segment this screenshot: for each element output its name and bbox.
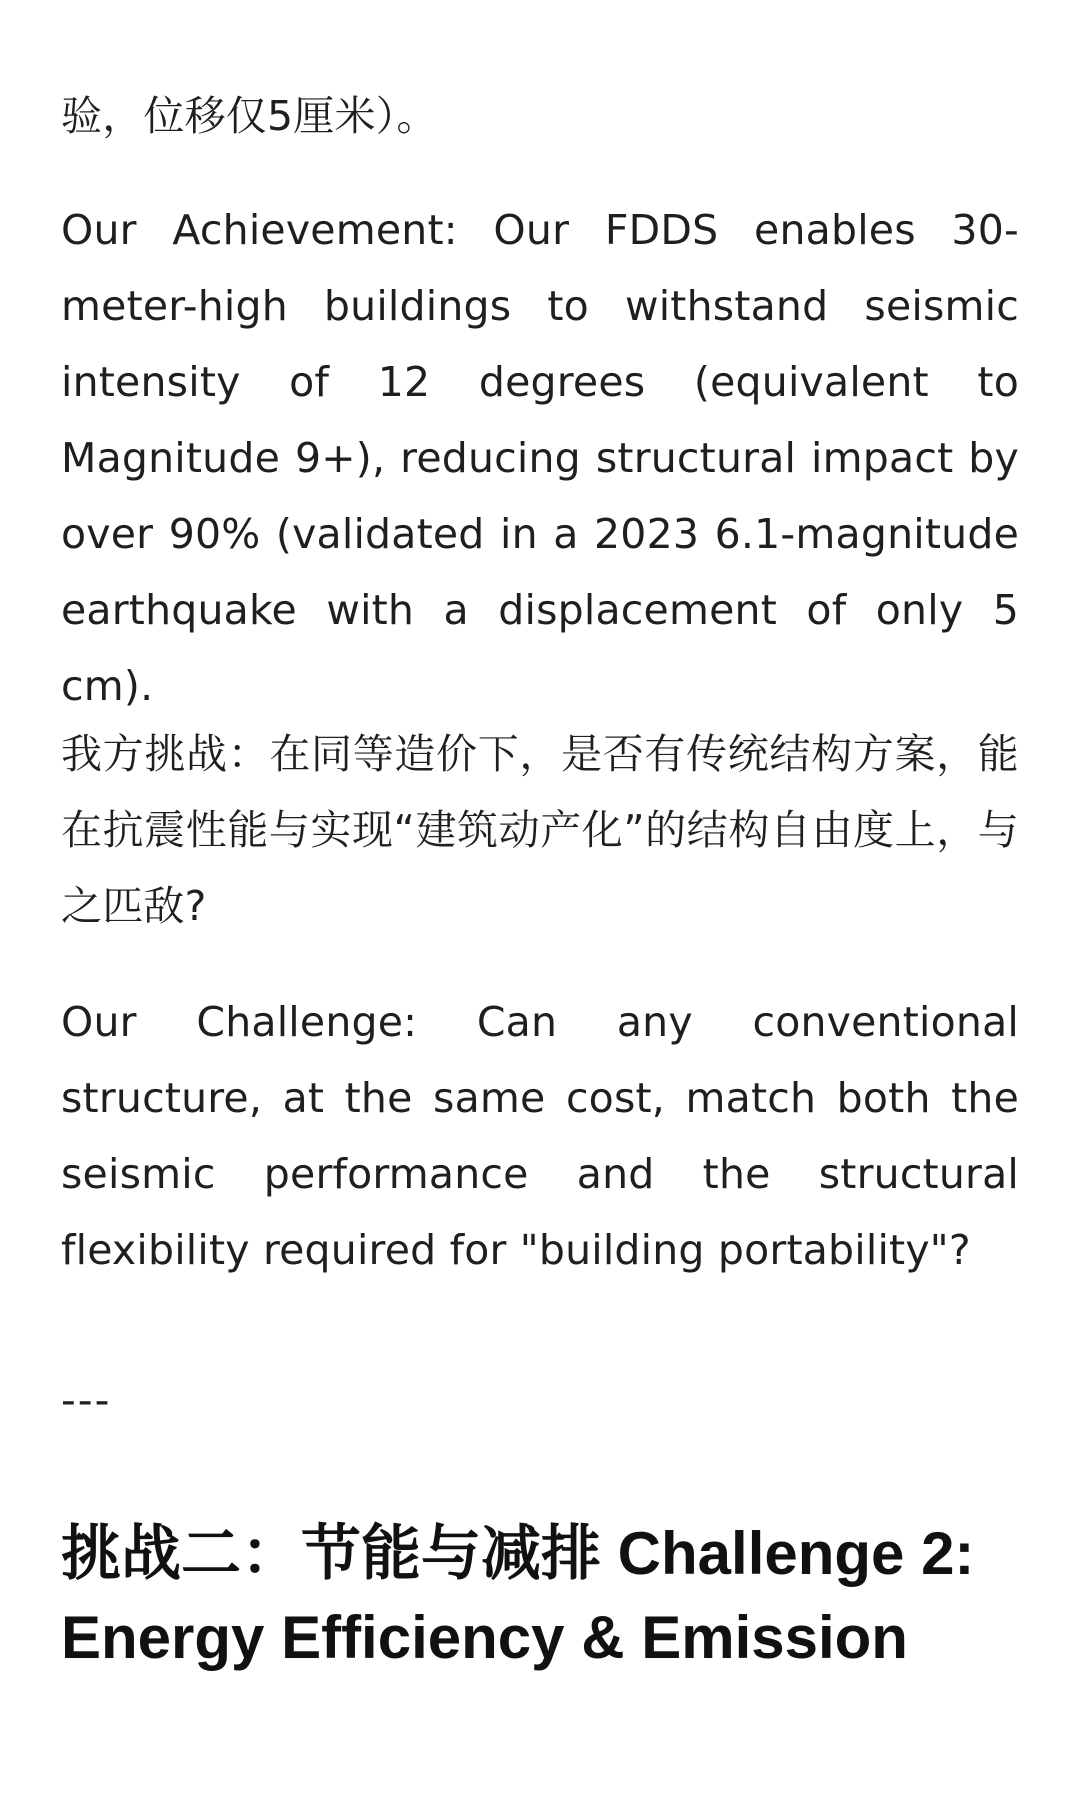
section-divider: ---	[61, 1376, 112, 1424]
paragraph-zh-achievement-tail: 验，位移仅5厘米）。	[61, 92, 438, 140]
paragraph-en-achievement: Our Achievement: Our FDDS enables 30-meter-high buildings to withstand seismic intensity of 12 degrees (equivalent to Magnitude 9+), reducing structural impact by over 90% (validated in a 2023 6.1-magnitude earthquake with a displacement of only 5 cm).	[61, 206, 1019, 710]
paragraph-zh-challenge: 我方挑战：在同等造价下，是否有传统结构方案，能在抗震性能与实现“建筑动产化”的结构自由度上，与之匹敌?	[61, 730, 1019, 930]
paragraph-en-challenge: Our Challenge: Can any conventional structure, at the same cost, match both the seismic performance and the structural flexibility required for "building portability"?	[61, 998, 1019, 1274]
section-heading-challenge-2: 挑战二：节能与减排 Challenge 2: Energy Efficiency & Emission	[61, 1520, 975, 1671]
